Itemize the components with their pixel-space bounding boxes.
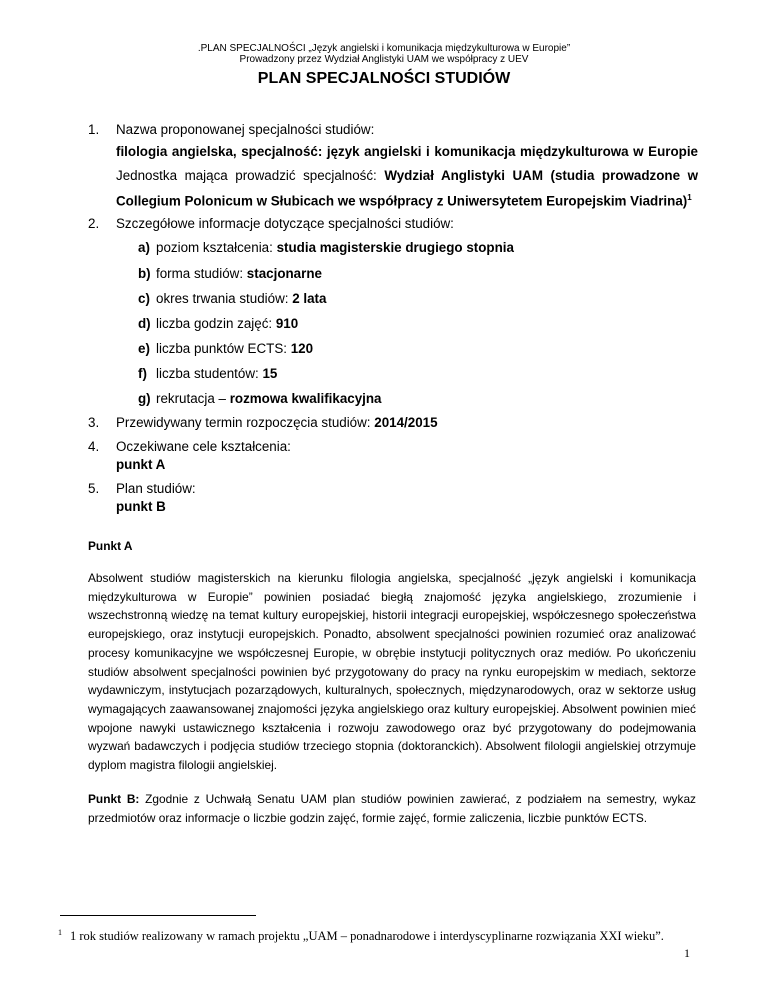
section-4-value: punkt A xyxy=(116,457,166,472)
detail-item: b) forma studiów: stacjonarne xyxy=(138,266,322,281)
section-3 xyxy=(88,414,438,432)
running-header-line-2: Prowadzony przez Wydział Anglistyki UAM we współpracy z UEV xyxy=(239,54,529,65)
unit-value-part-1: Wydział Anglistyki UAM (studia prowadzone w xyxy=(384,168,698,183)
specialty-name: filologia angielska, specjalność: język angielski i komunikacja międzykulturowa w Europie xyxy=(116,144,698,159)
page-number: 1 xyxy=(684,946,690,960)
section-3-value: 2014/2015 xyxy=(374,415,438,430)
section-4 xyxy=(88,438,291,474)
unit-line-1 xyxy=(116,168,698,183)
footnote xyxy=(58,928,664,944)
section-3-number: 3. xyxy=(88,415,100,430)
section-4-number: 4. xyxy=(88,439,100,454)
section-5-number: 5. xyxy=(88,481,100,496)
section-5 xyxy=(88,480,196,516)
section-5-text: Plan studiów: xyxy=(116,481,196,496)
footnote-separator xyxy=(60,915,256,916)
detail-item: c) okres trwania studiów: 2 lata xyxy=(138,291,327,306)
punkt-b-paragraph xyxy=(88,790,696,827)
detail-item: d) liczba godzin zajęć: 910 xyxy=(138,316,299,331)
unit-line-2 xyxy=(116,193,698,208)
detail-item: f) liczba studentów: 15 xyxy=(138,366,278,381)
section-3-text: Przewidywany termin rozpoczęcia studiów: xyxy=(116,415,375,430)
running-header xyxy=(0,43,768,65)
section-1-heading xyxy=(88,121,374,139)
running-header-line-1: .PLAN SPECJALNOŚCI „Język angielski i komunikacja międzykulturowa w Europie” xyxy=(197,43,571,54)
unit-value-part-2: Collegium Polonicum w Słubicach we współpracy z Uniwersytetem Europejskim Viadrina) xyxy=(116,193,688,209)
punkt-a-heading: Punkt A xyxy=(88,539,133,553)
footnote-reference: 1 xyxy=(687,193,692,202)
detail-item: g) rekrutacja – rozmowa kwalifikacyjna xyxy=(138,391,382,406)
footnote-mark: 1 xyxy=(58,928,62,937)
section-2-heading xyxy=(88,215,454,233)
detail-item: e) liczba punktów ECTS: 120 xyxy=(138,341,314,356)
footnote-text: 1 rok studiów realizowany w ramach projektu „UAM – ponadnarodowe i interdyscyplinarne rozwiązania XXI wieku”. xyxy=(70,929,664,944)
section-2-number: 2. xyxy=(88,216,100,231)
document-title: PLAN SPECJALNOŚCI STUDIÓW xyxy=(257,70,511,87)
section-2-text: Szczegółowe informacje dotyczące specjalności studiów: xyxy=(116,216,454,231)
unit-label: Jednostka mająca prowadzić specjalność: xyxy=(116,168,377,183)
section-4-text: Oczekiwane cele kształcenia: xyxy=(116,439,291,454)
section-1-number: 1. xyxy=(88,122,100,137)
section-5-value: punkt B xyxy=(116,499,166,514)
punkt-a-body: Absolwent studiów magisterskich na kierunku filologia angielska, specjalność „język angielski i komunikacja międzykulturowa w Europie” powinien posiadać biegłą znajomość języka angielskiego, zrozumienie i wszechstronną wiedzę na temat kultury europejskiej, historii integracji europejskiej, współczesnego społeczeństwa europejskiego, oraz instytucji europejskich. Ponadto, absolwent specjalności powinien rozumieć oraz analizować procesy komunikacyjne we współczesnej Europie, w obrębie instytucji politycznych oraz mediów. Po ukończeniu studiów absolwent specjalności powinien być przygotowany do pracy na rynku europejskim w mediach, sektorze wydawniczym, instytucjach pozarządowych, kulturalnych, społecznych, międzynarodowych, oraz w sektorze usług wymagających zaawansowanej znajomości języka angielskiego oraz kultury europejskiej. Absolwent powinien mieć wpojone nawyki ustawicznego kształcenia i rozwoju zawodowego oraz być przygotowany do podejmowania wyzwań badawczych i podjęcia studiów trzeciego stopnia (doktoranckich). Absolwent filologii angielskiej otrzymuje dyplom magistra filologii angielskiej. xyxy=(88,571,696,773)
punkt-b-heading: Punkt B: xyxy=(88,792,140,806)
section-1-text: Nazwa proponowanej specjalności studiów: xyxy=(116,122,375,137)
punkt-b-body: Zgodnie z Uchwałą Senatu UAM plan studiów powinien zawierać, z podziałem na semestry, wykaz przedmiotów oraz informacje o liczbie godzin zajęć, formie zajęć, formie zaliczenia, liczbie punktów ECTS. xyxy=(88,792,696,825)
detail-item: a) poziom kształcenia: studia magisterskie drugiego stopnia xyxy=(138,240,514,255)
